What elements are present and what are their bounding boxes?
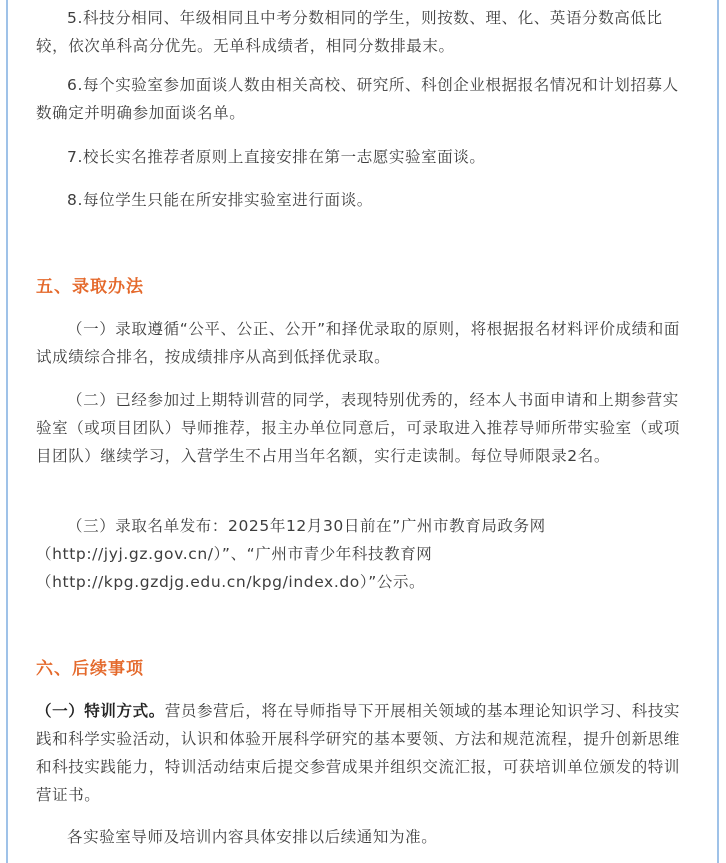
followup-note: 各实验室导师及培训内容具体安排以后续通知为准。 (67, 828, 438, 846)
admission-paragraph-2: （二）已经参加过上期特训营的同学，表现特别优秀的，经本人书面申请和上期参营实验室（或项目团队）导师推荐，报主办单位同意后，可录取进入推荐导师所带实验室（或项目团队）继续学习，入营学生不占用当年名额，实行走读制。每位导师限录2名。 (36, 391, 681, 465)
rule-5: 5.科技分相同、年级相同且中考分数相同的学生，则按数、理、化、英语分数高低比较，依次单科高分优先。无单科成绩者，相同分数排最末。 (36, 9, 663, 55)
followup-item-1-body: 营员参营后，将在导师指导下开展相关领域的基本理论知识学习、科技实践和科学实验活动，认识和体验开展科学研究的基本要领、方法和规范流程，提升创新思维和科技实践能力，特训活动结束后提交参营成果并组织交流汇报，可获培训单位颁发的特训营证书。 (36, 702, 681, 804)
rule-6: 6.每个实验室参加面谈人数由相关高校、研究所、科创企业根据报名情况和计划招募人数确定并明确参加面谈名单。 (36, 76, 679, 122)
followup-item-1 (36, 697, 686, 809)
admission-paragraph-3: （三）录取名单发布：2025年12月30日前在”广州市教育局政务网（http://jyj.gz.gov.cn/）”、“广州市青少年科技教育网（http://kpg.gzdjg.edu.cn/kpg/index.do）”公示。 (36, 517, 546, 591)
admission-paragraph-1: （一）录取遵循“公平、公正、公开”和择优录取的原则，将根据报名材料评价成绩和面试成绩综合排名，按成绩排序从高到低择优录取。 (36, 320, 680, 366)
section-heading-admission: 五、录取办法 (36, 277, 144, 297)
rule-8: 8.每位学生只能在所安排实验室进行面谈。 (67, 191, 373, 209)
followup-item-1-title: （一）特训方式。 (36, 702, 165, 720)
section-heading-followup: 六、后续事项 (36, 659, 144, 679)
rule-7: 7.校长实名推荐者原则上直接安排在第一志愿实验室面谈。 (67, 148, 486, 166)
